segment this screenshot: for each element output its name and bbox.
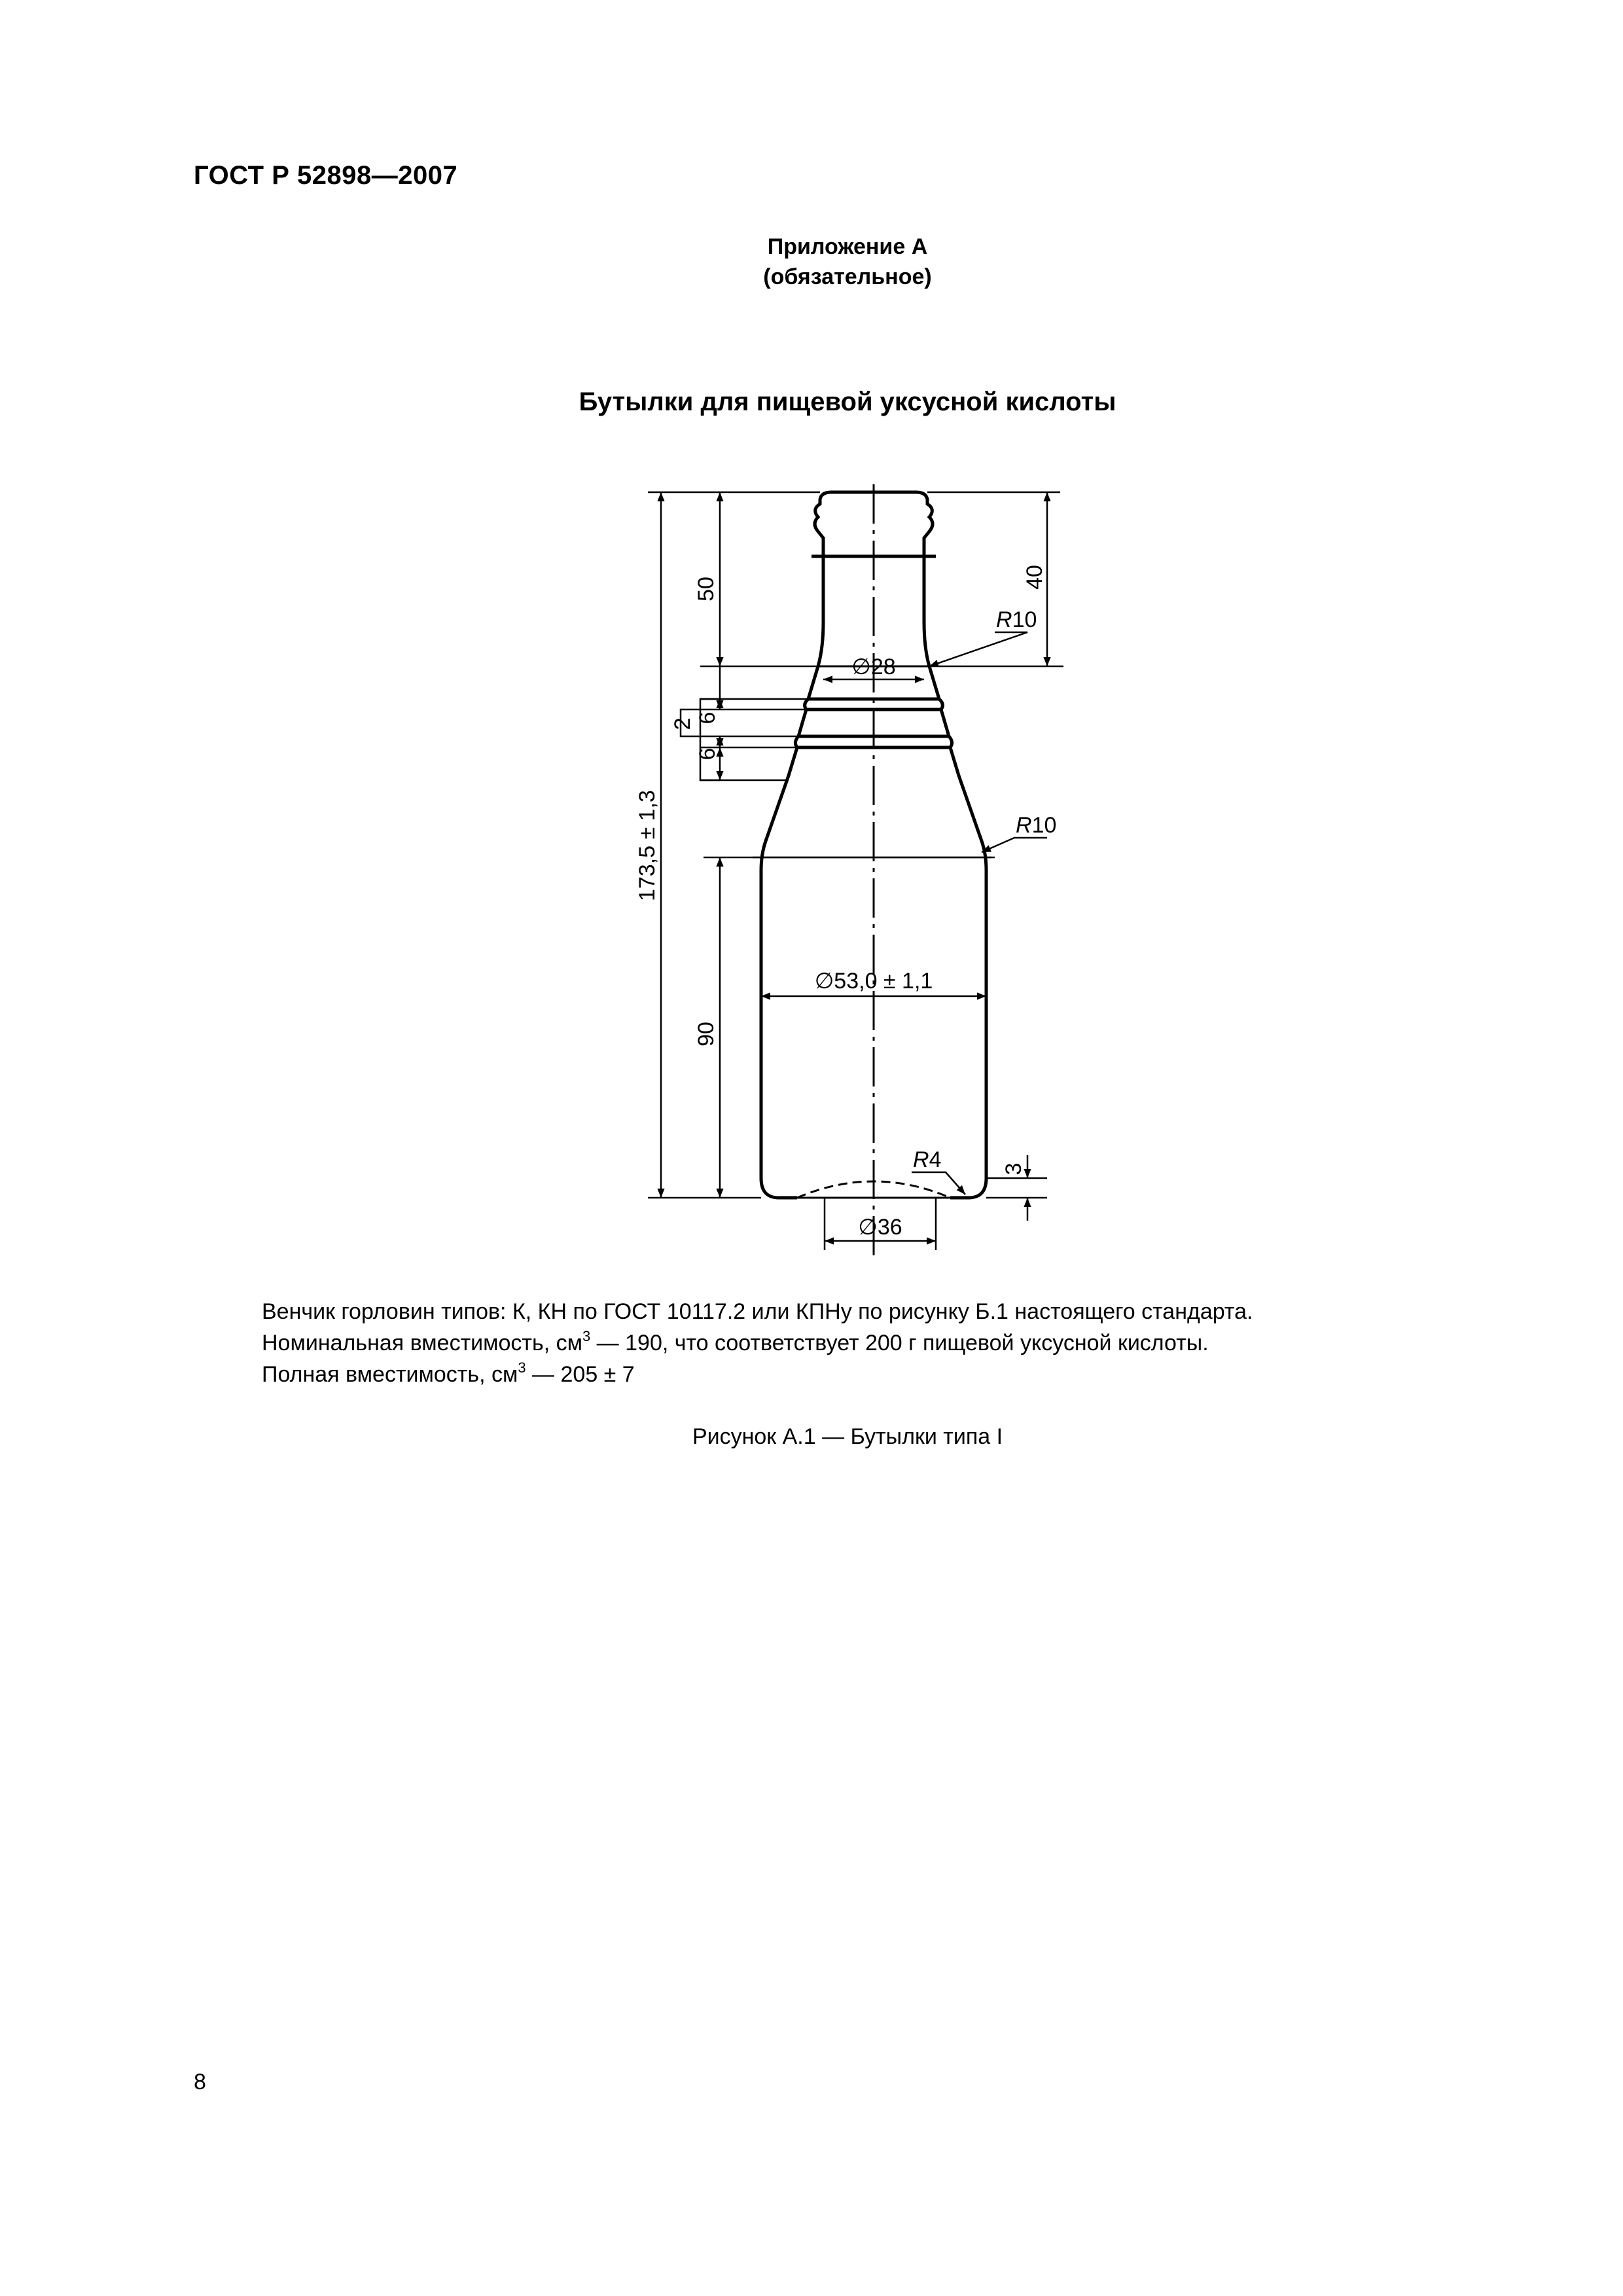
radius-shoulder-bottom-label: R10	[1016, 813, 1057, 838]
note-line-3: Полная вместимость, $см^3$ — 205 ± 7	[262, 1359, 635, 1387]
annex-title: Приложение А	[767, 234, 928, 259]
dim-finish-height: 40	[1022, 565, 1047, 590]
document-code: ГОСТ Р 52898—2007	[194, 161, 458, 190]
page-number: 8	[194, 2070, 206, 2094]
dim-total-height: 173,5 ± 1,3	[635, 790, 660, 901]
dia-base-label: ∅36	[858, 1215, 902, 1240]
dim-body-height: 90	[694, 1022, 719, 1047]
dim-ring-2: 2	[670, 717, 695, 730]
figure-caption: Рисунок А.1 — Бутылки типа I	[692, 1424, 1003, 1449]
dia-body-label: ∅53,0 ± 1,1	[814, 969, 933, 994]
extension-lines	[648, 492, 1063, 1250]
dimension-lines	[661, 492, 1047, 1241]
dim-ring-6-bottom: 6	[695, 747, 720, 761]
section-title: Бутылки для пищевой уксусной кислоты	[579, 387, 1116, 416]
radius-shoulder-top-label: R10	[996, 607, 1037, 632]
note-line-2: Номинальная вместимость, $см^3$ — 190, что соответствует 200 г пищевой уксусной кислоты.	[262, 1328, 1209, 1355]
ring-dim-frames	[681, 699, 720, 780]
dim-ring-6-top: 6	[695, 711, 720, 725]
dim-base-step: 3	[1001, 1162, 1026, 1175]
dia-neck-label: ∅28	[851, 655, 896, 679]
radius-base-label: R4	[913, 1147, 942, 1172]
note-line-1: Венчик горловин типов: К, КН по ГОСТ 10117.2 или КПНу по рисунку Б.1 настоящего стандарта.	[262, 1299, 1253, 1324]
annex-status: (обязательное)	[763, 264, 932, 289]
dim-neck-height: 50	[694, 577, 719, 601]
